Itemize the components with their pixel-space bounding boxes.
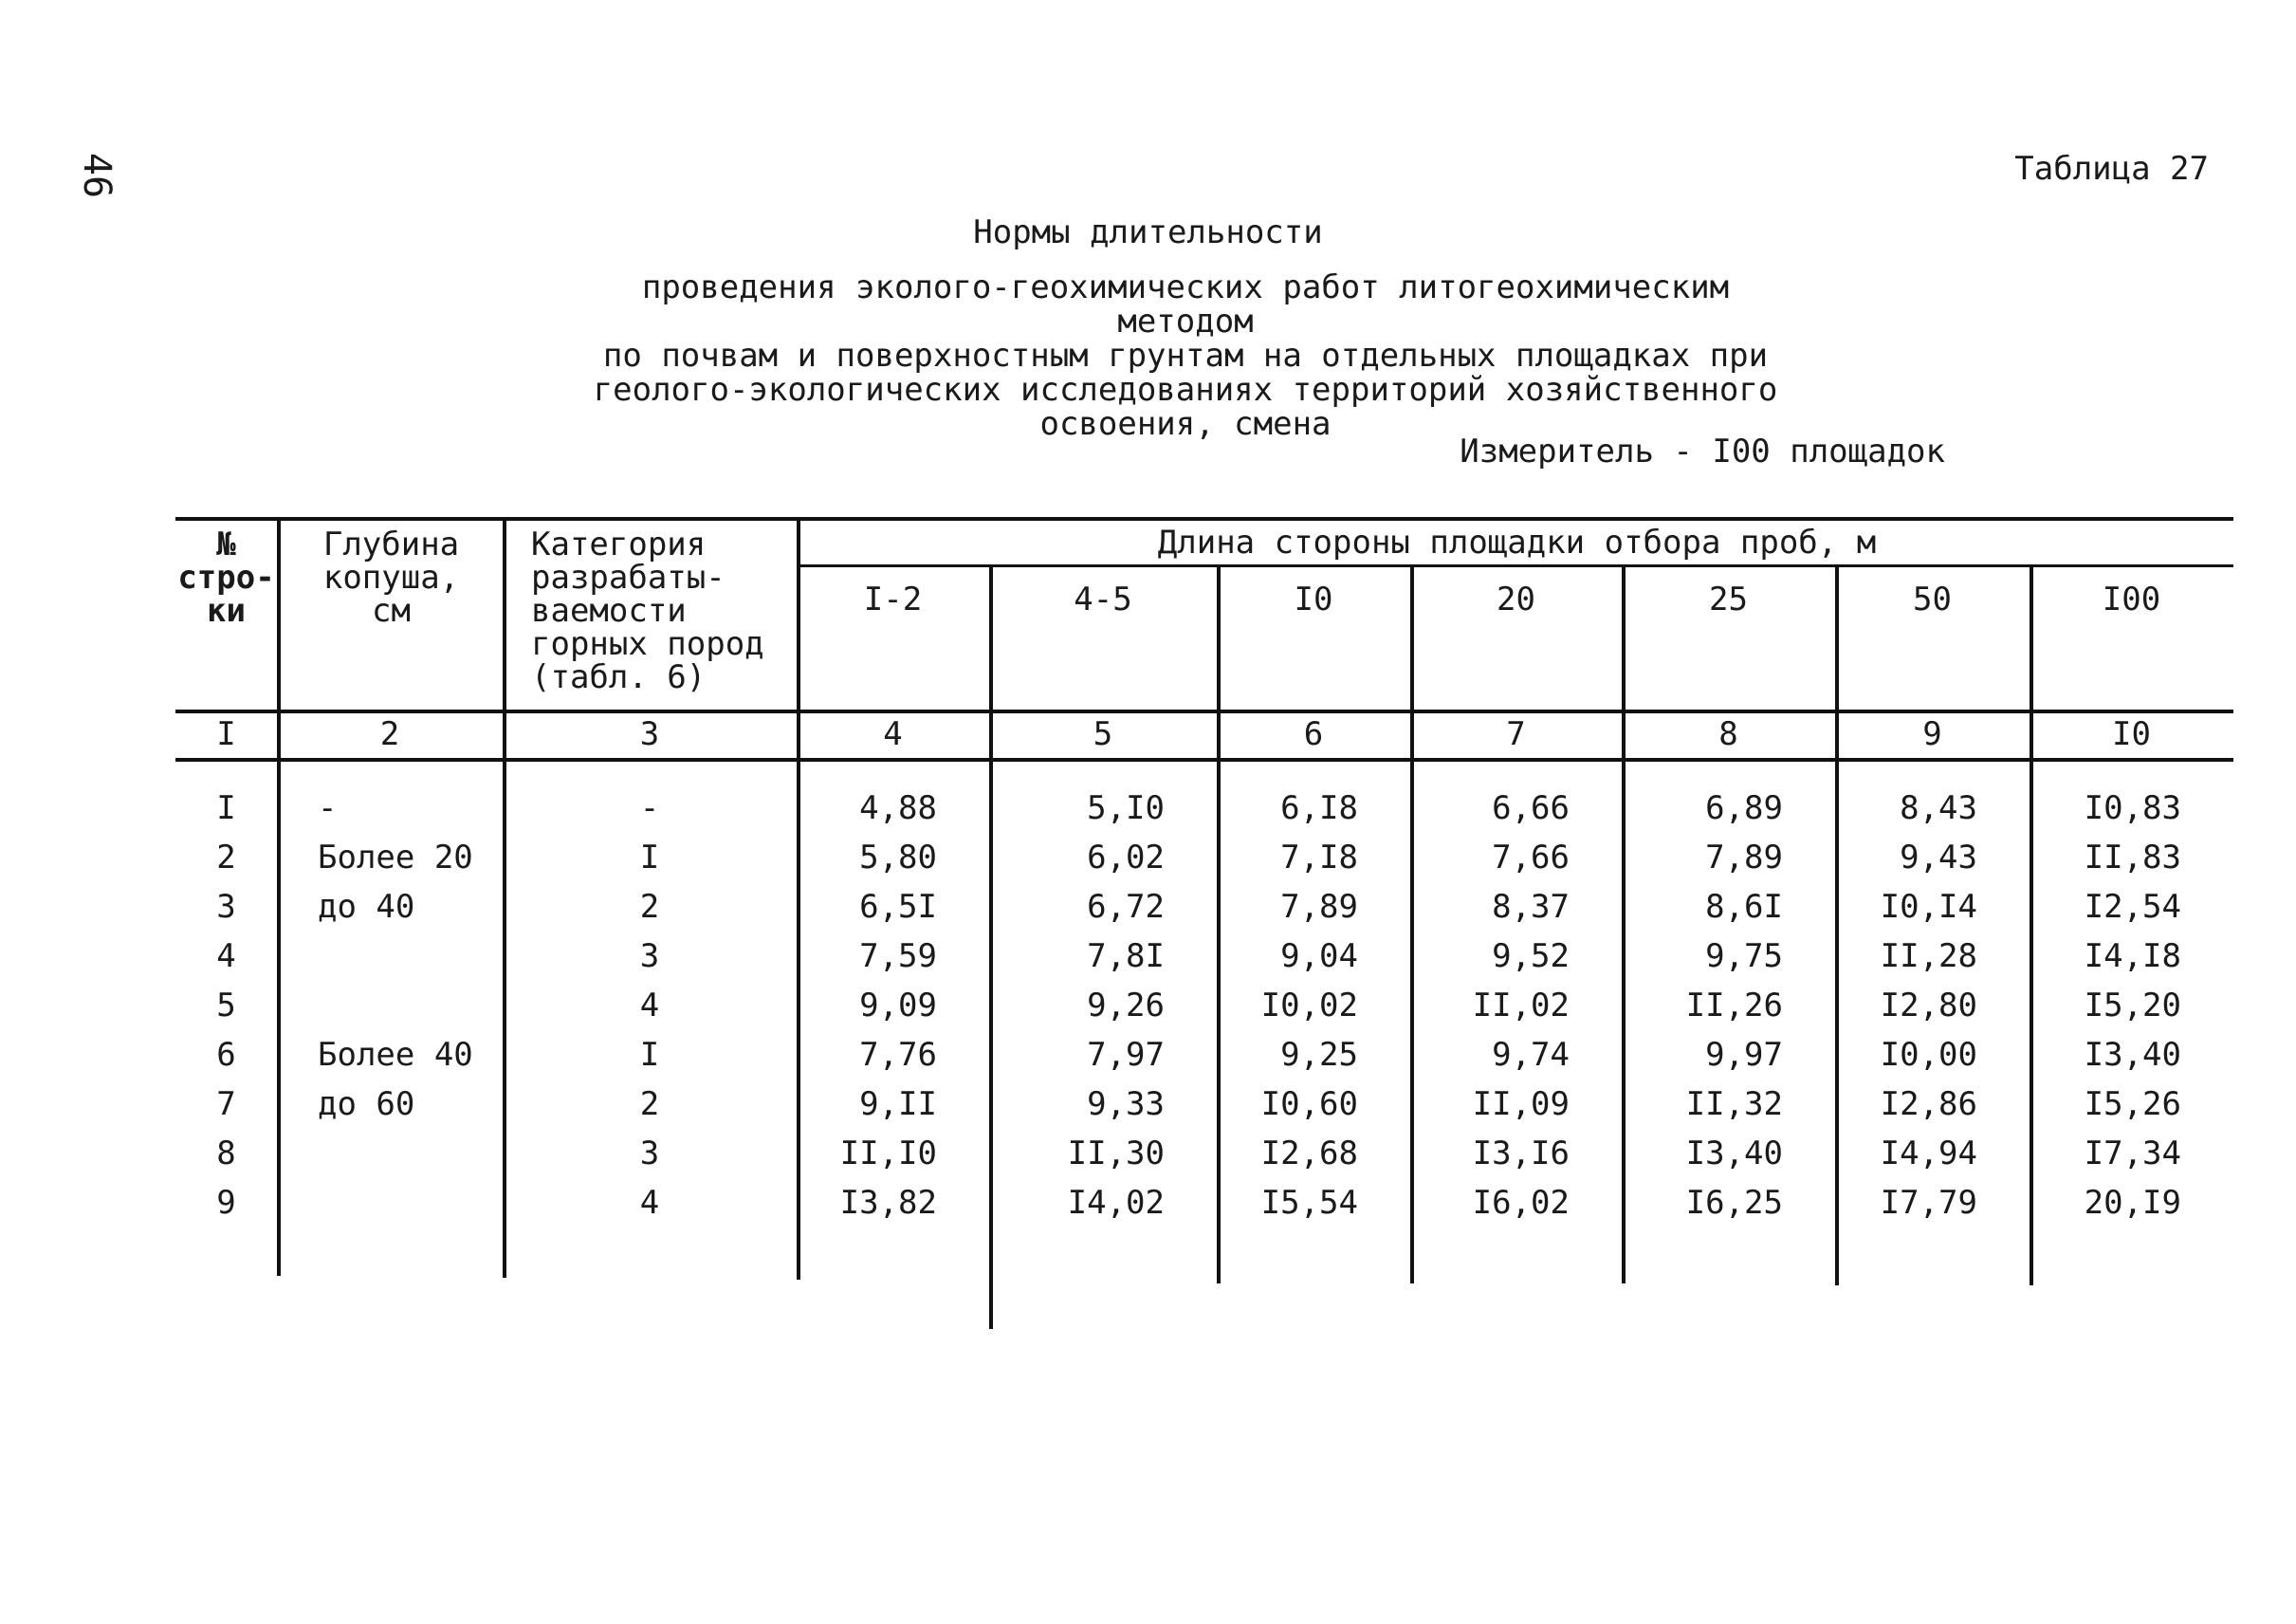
column-number: 6 [1303,715,1324,753]
value-cell: 9,75 [1705,937,1783,975]
category-cell: 3 [639,1135,660,1172]
table-top-rule [175,517,2233,521]
value-cell: 5,I0 [1087,789,1165,827]
category-cell: 4 [639,1184,660,1222]
value-cell: 20,I9 [2084,1184,2181,1222]
value-cell: 6,5I [859,888,937,926]
value-cell: 7,8I [1087,937,1165,975]
title-subtitle: проведения эколого-геохимических работ литогеохимическим методом по почвам и поверхностным грунтам на отдельных площадках при геолого-экологических исследованиях территорий хозяйственного освоения, смена [593,268,1778,443]
category-cell: - [639,789,660,827]
column-number: 2 [379,715,400,753]
value-cell: I7,79 [1880,1184,1977,1222]
value-cell: I4,94 [1880,1135,1977,1172]
value-cell: I6,25 [1685,1184,1783,1222]
value-cell: 7,I8 [1280,839,1358,877]
value-cell: 9,43 [1900,839,1977,877]
value-cell: II,83 [2084,839,2181,877]
value-cell: 9,25 [1280,1036,1358,1074]
value-cell: I4,I8 [2084,937,2181,975]
category-cell: 4 [639,987,660,1024]
value-cell: I2,54 [2084,888,2181,926]
value-cell: 8,6I [1705,888,1783,926]
value-cell: 6,66 [1492,789,1570,827]
title-main: Нормы длительности [973,213,1323,251]
header-length-2: 4-5 [1074,581,1132,618]
header-length-6: 50 [1913,581,1952,618]
row-number: I [216,789,236,827]
value-cell: I2,80 [1880,987,1977,1024]
value-cell: 9,04 [1280,937,1358,975]
row-number: 3 [216,888,236,926]
column-number: 8 [1718,715,1738,753]
row-number: 8 [216,1135,236,1172]
value-cell: I5,26 [2084,1085,2181,1123]
column-number: 9 [1922,715,1942,753]
value-cell: 9,33 [1087,1085,1165,1123]
column-number: 3 [639,715,660,753]
row-number: 4 [216,937,236,975]
value-cell: II,I0 [839,1135,937,1172]
depth-cell: Более 40 [318,1036,473,1074]
value-cell: 7,97 [1087,1036,1165,1074]
value-cell: 9,97 [1705,1036,1783,1074]
value-cell: I2,86 [1880,1085,1977,1123]
row-number: 6 [216,1036,236,1074]
header-length-3: I0 [1294,581,1333,618]
value-cell: 6,02 [1087,839,1165,877]
unit-of-measure: Измеритель - I00 площадок [1460,433,1945,471]
column-number: 5 [1093,715,1113,753]
col-rule-1 [277,517,281,1276]
value-cell: 9,09 [859,987,937,1024]
header-length-5: 25 [1709,581,1748,618]
header-bottom-rule [175,710,2233,713]
value-cell: 7,59 [859,937,937,975]
category-cell: I [639,839,660,877]
value-cell: 8,43 [1900,789,1977,827]
value-cell: 9,52 [1492,937,1570,975]
value-cell: I0,00 [1880,1036,1977,1074]
value-cell: I6,02 [1472,1184,1570,1222]
depth-cell: Более 20 [318,839,473,877]
row-number: 2 [216,839,236,877]
value-cell: I5,20 [2084,987,2181,1024]
value-cell: I3,40 [2084,1036,2181,1074]
value-cell: II,30 [1067,1135,1165,1172]
value-cell: I0,I4 [1880,888,1977,926]
length-group-rule [797,564,2233,567]
category-cell: I [639,1036,660,1074]
row-number: 5 [216,987,236,1024]
value-cell: I0,83 [2084,789,2181,827]
category-cell: 3 [639,937,660,975]
value-cell: 6,I8 [1280,789,1358,827]
column-number: 7 [1506,715,1526,753]
header-length-1: I-2 [863,581,923,618]
depth-cell: - [318,789,338,827]
header-depth: Глубина копуша, см [322,526,460,630]
header-length-group: Длина стороны площадки отбора проб, м [1157,524,1877,562]
row-number: 9 [216,1184,236,1222]
depth-cell: до 40 [318,888,415,926]
value-cell: I5,54 [1260,1184,1358,1222]
col-rule-7 [1622,564,1626,1283]
value-cell: 8,37 [1492,888,1570,926]
value-cell: I0,02 [1260,987,1358,1024]
value-cell: I3,I6 [1472,1135,1570,1172]
value-cell: II,32 [1685,1085,1783,1123]
value-cell: I3,40 [1685,1135,1783,1172]
value-cell: II,26 [1685,987,1783,1024]
value-cell: I7,34 [2084,1135,2181,1172]
norms-table [175,517,2233,1285]
value-cell: II,28 [1880,937,1977,975]
row-number: 7 [216,1085,236,1123]
col-rule-5 [1217,564,1221,1283]
value-cell: I2,68 [1260,1135,1358,1172]
depth-cell: до 60 [318,1085,415,1123]
value-cell: 6,72 [1087,888,1165,926]
category-cell: 2 [639,888,660,926]
header-row-no: № стро- ки [177,526,275,630]
value-cell: 7,89 [1280,888,1358,926]
col-rule-6 [1410,564,1414,1283]
column-numbers-rule [175,758,2233,762]
col-rule-8 [1835,564,1839,1285]
value-cell: 9,II [859,1085,937,1123]
value-cell: II,02 [1472,987,1570,1024]
value-cell: I0,60 [1260,1085,1358,1123]
header-category: Категория разрабаты- ваемости горных пород (табл. 6) [531,526,764,696]
header-length-7: I00 [2102,581,2161,618]
column-number: I0 [2112,715,2151,753]
value-cell: II,09 [1472,1085,1570,1123]
value-cell: 6,89 [1705,789,1783,827]
column-number: I [216,715,236,753]
value-cell: 9,26 [1087,987,1165,1024]
page-number: 46 [75,152,119,199]
value-cell: 7,66 [1492,839,1570,877]
value-cell: 7,76 [859,1036,937,1074]
value-cell: I3,82 [839,1184,937,1222]
value-cell: 4,88 [859,789,937,827]
header-length-4: 20 [1497,581,1535,618]
column-number: 4 [883,715,903,753]
value-cell: 7,89 [1705,839,1783,877]
col-rule-9 [2030,564,2033,1285]
table-label: Таблица 27 [2014,150,2209,188]
value-cell: 5,80 [859,839,937,877]
value-cell: I4,02 [1067,1184,1165,1222]
value-cell: 9,74 [1492,1036,1570,1074]
category-cell: 2 [639,1085,660,1123]
